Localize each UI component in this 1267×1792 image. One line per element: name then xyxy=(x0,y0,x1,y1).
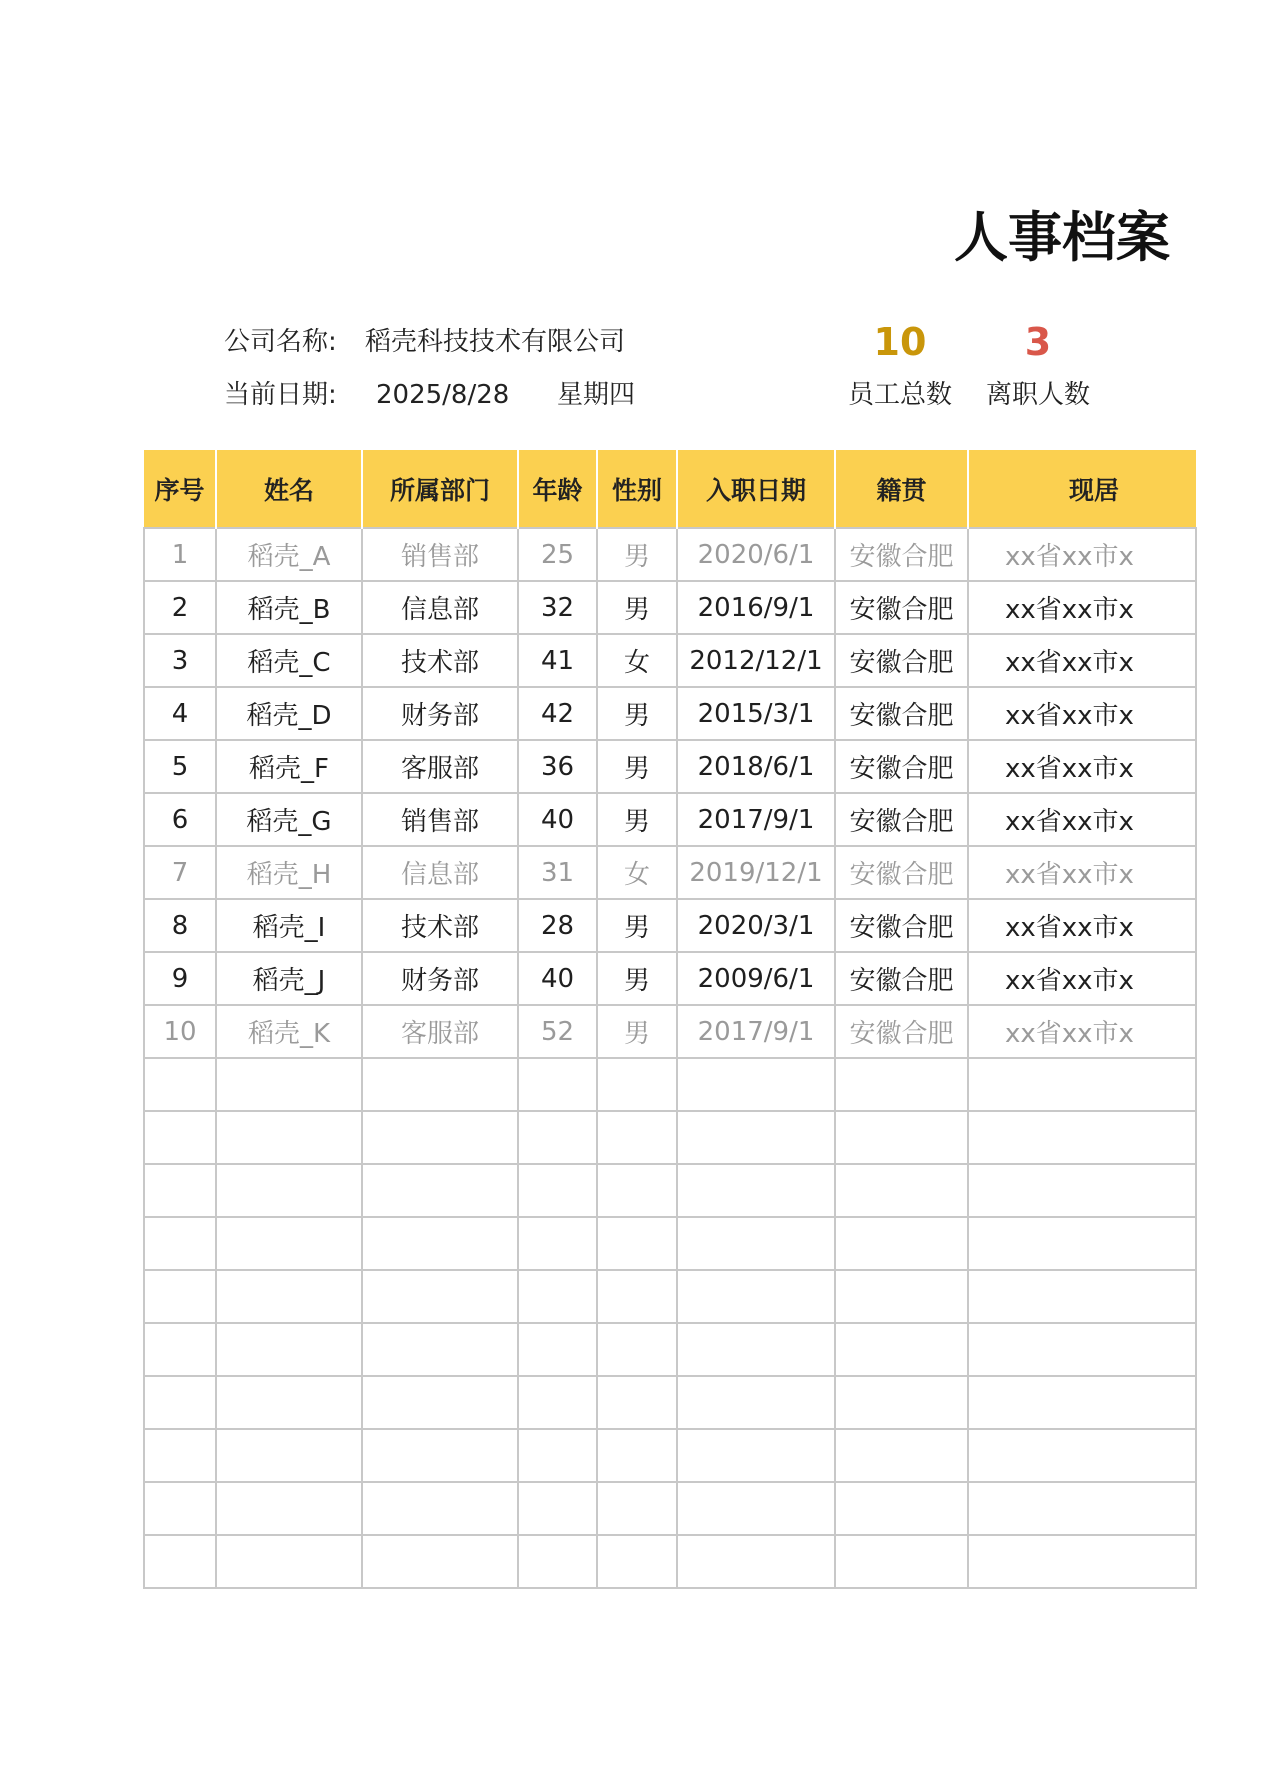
empty-cell[interactable] xyxy=(968,1217,1196,1270)
cell-address[interactable]: xx省xx市x xyxy=(968,740,1196,793)
employee-total-value: 10 xyxy=(873,320,927,364)
empty-cell[interactable] xyxy=(216,1111,362,1164)
header-name[interactable]: 姓名 xyxy=(216,450,362,528)
empty-cell[interactable] xyxy=(216,1323,362,1376)
cell-name[interactable]: 稻壳_H xyxy=(216,846,362,899)
cell-join-date[interactable]: 2015/3/1 xyxy=(677,687,835,740)
table-row[interactable] xyxy=(144,581,1196,634)
cell-name[interactable]: 稻壳_B xyxy=(216,581,362,634)
cell-origin[interactable]: 安徽合肥 xyxy=(835,952,968,1005)
table-header-row xyxy=(144,450,1196,528)
empty-cell[interactable] xyxy=(362,1376,518,1429)
cell-age[interactable]: 28 xyxy=(518,899,597,952)
empty-cell[interactable] xyxy=(835,1535,968,1588)
cell-name[interactable]: 稻壳_I xyxy=(216,899,362,952)
cell-join-date[interactable]: 2012/12/1 xyxy=(677,634,835,687)
empty-cell[interactable] xyxy=(362,1058,518,1111)
empty-table-row[interactable] xyxy=(144,1535,1196,1588)
cell-address[interactable]: xx省xx市x xyxy=(968,1005,1196,1058)
cell-age[interactable]: 40 xyxy=(518,793,597,846)
empty-cell[interactable] xyxy=(597,1323,677,1376)
cell-gender[interactable]: 女 xyxy=(597,846,677,899)
table-row[interactable] xyxy=(144,846,1196,899)
company-name: 稻壳科技技术有限公司 xyxy=(365,327,626,357)
table-row[interactable] xyxy=(144,793,1196,846)
cell-name[interactable]: 稻壳_D xyxy=(216,687,362,740)
empty-cell[interactable] xyxy=(144,1482,216,1535)
cell-age[interactable]: 52 xyxy=(518,1005,597,1058)
empty-cell[interactable] xyxy=(835,1111,968,1164)
cell-origin[interactable]: 安徽合肥 xyxy=(835,1005,968,1058)
cell-origin[interactable]: 安徽合肥 xyxy=(835,634,968,687)
cell-name[interactable]: 稻壳_F xyxy=(216,740,362,793)
empty-cell[interactable] xyxy=(597,1058,677,1111)
cell-gender[interactable]: 男 xyxy=(597,899,677,952)
empty-cell[interactable] xyxy=(518,1217,597,1270)
cell-age[interactable]: 36 xyxy=(518,740,597,793)
empty-cell[interactable] xyxy=(968,1270,1196,1323)
empty-cell[interactable] xyxy=(597,1270,677,1323)
empty-cell[interactable] xyxy=(362,1217,518,1270)
empty-cell[interactable] xyxy=(968,1164,1196,1217)
empty-cell[interactable] xyxy=(677,1270,835,1323)
empty-table-row[interactable] xyxy=(144,1429,1196,1482)
header-dept[interactable]: 所属部门 xyxy=(362,450,518,528)
cell-join-date[interactable]: 2018/6/1 xyxy=(677,740,835,793)
header-age[interactable]: 年龄 xyxy=(518,450,597,528)
empty-cell[interactable] xyxy=(597,1217,677,1270)
cell-address[interactable]: xx省xx市x xyxy=(968,528,1196,581)
cell-join-date[interactable]: 2019/12/1 xyxy=(677,846,835,899)
empty-cell[interactable] xyxy=(216,1058,362,1111)
header-gender[interactable]: 性别 xyxy=(597,450,677,528)
empty-cell[interactable] xyxy=(216,1164,362,1217)
cell-no[interactable]: 1 xyxy=(144,528,216,581)
empty-cell[interactable] xyxy=(518,1429,597,1482)
cell-no[interactable]: 6 xyxy=(144,793,216,846)
cell-name[interactable]: 稻壳_J xyxy=(216,952,362,1005)
empty-cell[interactable] xyxy=(518,1111,597,1164)
cell-no[interactable]: 7 xyxy=(144,846,216,899)
empty-cell[interactable] xyxy=(677,1164,835,1217)
empty-table-row[interactable] xyxy=(144,1217,1196,1270)
empty-cell[interactable] xyxy=(144,1323,216,1376)
header-join-date[interactable]: 入职日期 xyxy=(677,450,835,528)
cell-origin[interactable]: 安徽合肥 xyxy=(835,528,968,581)
empty-cell[interactable] xyxy=(518,1270,597,1323)
cell-dept[interactable]: 客服部 xyxy=(362,740,518,793)
cell-age[interactable]: 41 xyxy=(518,634,597,687)
empty-cell[interactable] xyxy=(144,1164,216,1217)
empty-cell[interactable] xyxy=(362,1535,518,1588)
weekday: 星期四 xyxy=(557,380,636,410)
empty-cell[interactable] xyxy=(835,1164,968,1217)
cell-dept[interactable]: 销售部 xyxy=(362,793,518,846)
empty-cell[interactable] xyxy=(677,1482,835,1535)
empty-cell[interactable] xyxy=(216,1376,362,1429)
cell-age[interactable]: 40 xyxy=(518,952,597,1005)
empty-cell[interactable] xyxy=(216,1429,362,1482)
cell-origin[interactable]: 安徽合肥 xyxy=(835,740,968,793)
cell-name[interactable]: 稻壳_K xyxy=(216,1005,362,1058)
cell-gender[interactable]: 女 xyxy=(597,634,677,687)
cell-address[interactable]: xx省xx市x xyxy=(968,899,1196,952)
empty-cell[interactable] xyxy=(216,1270,362,1323)
empty-cell[interactable] xyxy=(144,1217,216,1270)
cell-origin[interactable]: 安徽合肥 xyxy=(835,687,968,740)
cell-dept[interactable]: 客服部 xyxy=(362,1005,518,1058)
cell-age[interactable]: 31 xyxy=(518,846,597,899)
cell-gender[interactable]: 男 xyxy=(597,581,677,634)
empty-table-row[interactable] xyxy=(144,1164,1196,1217)
empty-table-row[interactable] xyxy=(144,1270,1196,1323)
cell-join-date[interactable]: 2016/9/1 xyxy=(677,581,835,634)
cell-dept[interactable]: 技术部 xyxy=(362,634,518,687)
table-row[interactable] xyxy=(144,952,1196,1005)
cell-dept[interactable]: 财务部 xyxy=(362,687,518,740)
empty-cell[interactable] xyxy=(362,1323,518,1376)
empty-cell[interactable] xyxy=(968,1429,1196,1482)
cell-no[interactable]: 4 xyxy=(144,687,216,740)
cell-age[interactable]: 25 xyxy=(518,528,597,581)
empty-cell[interactable] xyxy=(362,1270,518,1323)
empty-cell[interactable] xyxy=(968,1535,1196,1588)
empty-cell[interactable] xyxy=(144,1058,216,1111)
cell-origin[interactable]: 安徽合肥 xyxy=(835,846,968,899)
empty-cell[interactable] xyxy=(677,1058,835,1111)
empty-cell[interactable] xyxy=(597,1429,677,1482)
table-row[interactable] xyxy=(144,687,1196,740)
empty-cell[interactable] xyxy=(968,1323,1196,1376)
cell-address[interactable]: xx省xx市x xyxy=(968,634,1196,687)
empty-cell[interactable] xyxy=(597,1535,677,1588)
header-address[interactable]: 现居 xyxy=(968,450,1196,528)
empty-cell[interactable] xyxy=(835,1217,968,1270)
empty-cell[interactable] xyxy=(968,1111,1196,1164)
empty-cell[interactable] xyxy=(677,1376,835,1429)
cell-origin[interactable]: 安徽合肥 xyxy=(835,793,968,846)
cell-address[interactable]: xx省xx市x xyxy=(968,952,1196,1005)
cell-address[interactable]: xx省xx市x xyxy=(968,687,1196,740)
cell-age[interactable]: 32 xyxy=(518,581,597,634)
cell-join-date[interactable]: 2017/9/1 xyxy=(677,793,835,846)
empty-cell[interactable] xyxy=(677,1535,835,1588)
empty-cell[interactable] xyxy=(518,1535,597,1588)
empty-cell[interactable] xyxy=(835,1270,968,1323)
cell-no[interactable]: 8 xyxy=(144,899,216,952)
cell-join-date[interactable]: 2020/3/1 xyxy=(677,899,835,952)
cell-join-date[interactable]: 2017/9/1 xyxy=(677,1005,835,1058)
table-row[interactable] xyxy=(144,634,1196,687)
table-row[interactable] xyxy=(144,1005,1196,1058)
empty-cell[interactable] xyxy=(518,1376,597,1429)
cell-dept[interactable]: 销售部 xyxy=(362,528,518,581)
cell-gender[interactable]: 男 xyxy=(597,793,677,846)
cell-gender[interactable]: 男 xyxy=(597,687,677,740)
empty-cell[interactable] xyxy=(677,1217,835,1270)
empty-cell[interactable] xyxy=(597,1376,677,1429)
table-row[interactable] xyxy=(144,528,1196,581)
cell-no[interactable]: 3 xyxy=(144,634,216,687)
empty-table-row[interactable] xyxy=(144,1482,1196,1535)
empty-cell[interactable] xyxy=(518,1058,597,1111)
cell-gender[interactable]: 男 xyxy=(597,740,677,793)
empty-table-row[interactable] xyxy=(144,1111,1196,1164)
resigned-count-value: 3 xyxy=(1024,320,1052,364)
empty-cell[interactable] xyxy=(362,1164,518,1217)
cell-origin[interactable]: 安徽合肥 xyxy=(835,581,968,634)
empty-table-row[interactable] xyxy=(144,1376,1196,1429)
cell-dept[interactable]: 信息部 xyxy=(362,846,518,899)
cell-join-date[interactable]: 2020/6/1 xyxy=(677,528,835,581)
cell-address[interactable]: xx省xx市x xyxy=(968,581,1196,634)
cell-no[interactable]: 9 xyxy=(144,952,216,1005)
empty-cell[interactable] xyxy=(518,1482,597,1535)
empty-cell[interactable] xyxy=(362,1482,518,1535)
empty-cell[interactable] xyxy=(835,1058,968,1111)
employee-table-container xyxy=(143,450,1134,1589)
cell-address[interactable]: xx省xx市x xyxy=(968,793,1196,846)
empty-cell[interactable] xyxy=(518,1164,597,1217)
cell-name[interactable]: 稻壳_G xyxy=(216,793,362,846)
empty-table-row[interactable] xyxy=(144,1323,1196,1376)
empty-cell[interactable] xyxy=(597,1111,677,1164)
cell-origin[interactable]: 安徽合肥 xyxy=(835,899,968,952)
empty-cell[interactable] xyxy=(835,1482,968,1535)
empty-cell[interactable] xyxy=(597,1164,677,1217)
header-origin[interactable]: 籍贯 xyxy=(835,450,968,528)
employee-table xyxy=(143,450,1197,1589)
empty-cell[interactable] xyxy=(518,1323,597,1376)
table-row[interactable] xyxy=(144,899,1196,952)
resigned-count-label: 离职人数 xyxy=(985,380,1090,410)
empty-cell[interactable] xyxy=(216,1482,362,1535)
empty-cell[interactable] xyxy=(144,1270,216,1323)
cell-dept[interactable]: 技术部 xyxy=(362,899,518,952)
empty-cell[interactable] xyxy=(677,1429,835,1482)
cell-gender[interactable]: 男 xyxy=(597,528,677,581)
empty-cell[interactable] xyxy=(835,1376,968,1429)
employee-total-label: 员工总数 xyxy=(847,380,952,410)
empty-cell[interactable] xyxy=(216,1535,362,1588)
empty-cell[interactable] xyxy=(216,1217,362,1270)
empty-cell[interactable] xyxy=(835,1323,968,1376)
empty-cell[interactable] xyxy=(968,1376,1196,1429)
table-row[interactable] xyxy=(144,740,1196,793)
cell-gender[interactable]: 男 xyxy=(597,952,677,1005)
empty-cell[interactable] xyxy=(597,1482,677,1535)
current-date: 2025/8/28 xyxy=(376,380,510,410)
cell-no[interactable]: 10 xyxy=(144,1005,216,1058)
empty-cell[interactable] xyxy=(677,1111,835,1164)
empty-table-row[interactable] xyxy=(144,1058,1196,1111)
empty-cell[interactable] xyxy=(968,1482,1196,1535)
cell-join-date[interactable]: 2009/6/1 xyxy=(677,952,835,1005)
empty-cell[interactable] xyxy=(835,1429,968,1482)
empty-cell[interactable] xyxy=(144,1535,216,1588)
empty-cell[interactable] xyxy=(144,1111,216,1164)
page-title: 人事档案 xyxy=(954,206,1170,269)
cell-no[interactable]: 5 xyxy=(144,740,216,793)
empty-cell[interactable] xyxy=(968,1058,1196,1111)
empty-cell[interactable] xyxy=(677,1323,835,1376)
empty-cell[interactable] xyxy=(362,1111,518,1164)
cell-age[interactable]: 42 xyxy=(518,687,597,740)
cell-address[interactable]: xx省xx市x xyxy=(968,846,1196,899)
table-body xyxy=(144,528,1196,1588)
empty-cell[interactable] xyxy=(362,1429,518,1482)
cell-no[interactable]: 2 xyxy=(144,581,216,634)
cell-name[interactable]: 稻壳_C xyxy=(216,634,362,687)
cell-gender[interactable]: 男 xyxy=(597,1005,677,1058)
empty-cell[interactable] xyxy=(144,1376,216,1429)
company-label: 公司名称: xyxy=(224,327,337,357)
empty-cell[interactable] xyxy=(144,1429,216,1482)
header-no[interactable]: 序号 xyxy=(144,450,216,528)
cell-dept[interactable]: 信息部 xyxy=(362,581,518,634)
cell-dept[interactable]: 财务部 xyxy=(362,952,518,1005)
cell-name[interactable]: 稻壳_A xyxy=(216,528,362,581)
date-label: 当前日期: xyxy=(224,380,337,410)
